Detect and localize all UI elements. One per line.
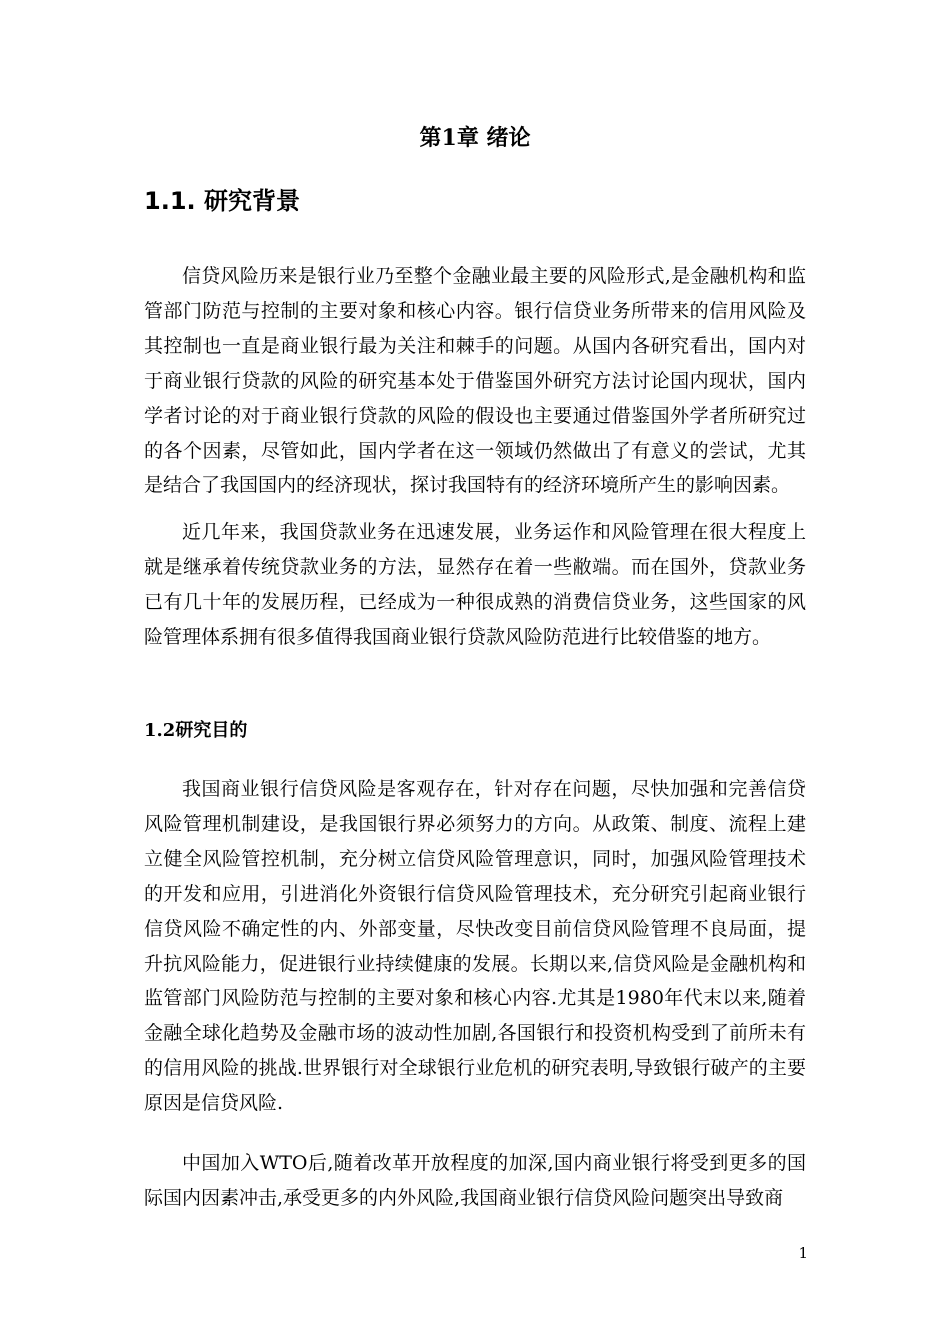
paragraph-purpose-2: 中国加入WTO后,随着改革开放程度的加深,国内商业银行将受到更多的国际国内因素冲击,承受更多的内外风险,我国商业银行信贷风险问题突出导致商 [144,1152,806,1209]
section-heading-purpose: 1.2研究目的 [144,720,248,741]
page-number: 1 [798,1244,808,1262]
chapter-title: 第1章 绪论 [419,125,531,151]
paragraph-background-1: 信贷风险历来是银行业乃至整个金融业最主要的风险形式,是金融机构和监管部门防范与控制的主要对象和核心内容。银行信贷业务所带来的信用风险及其控制也一直是商业银行最为关注和棘手的问题。从国内各研究看出，国内对于商业银行贷款的风险的研究基本处于借鉴国外研究方法讨论国内现状，国内学者讨论的对于商业银行贷款的风险的假设也主要通过借鉴国外学者所研究过的各个因素，尽管如此，国内学者在这一领域仍然做出了有意义的尝试，尤其是结合了我国国内的经济现状，探讨我国特有的经济环境所产生的影响因素。 [144,265,806,497]
section-heading-background: 1.1. 研究背景 [144,187,300,215]
paragraph-purpose-1: 我国商业银行信贷风险是客观存在，针对存在问题，尽快加强和完善信贷风险管理机制建设，是我国银行界必须努力的方向。从政策、制度、流程上建立健全风险管控机制，充分树立信贷风险管理意识，同时，加强风险管理技术的开发和应用，引进消化外资银行信贷风险管理技术，充分研究引起商业银行信贷风险不确定性的内、外部变量，尽快改变目前信贷风险管理不良局面，提升抗风险能力，促进银行业持续健康的发展。长期以来,信贷风险是金融机构和监管部门风险防范与控制的主要对象和核心内容.尤其是1980年代末以来,随着金融全球化趋势及金融市场的波动性加剧,各国银行和投资机构受到了前所未有的信用风险的挑战.世界银行对全球银行业危机的研究表明,导致银行破产的主要原因是信贷风险. [144,778,806,1115]
paragraph-background-2: 近几年来，我国贷款业务在迅速发展，业务运作和风险管理在很大程度上就是继承着传统贷款业务的方法，显然存在着一些敝端。而在国外，贷款业务已有几十年的发展历程，已经成为一种很成熟的消费信贷业务，这些国家的风险管理体系拥有很多值得我国商业银行贷款风险防范进行比较借鉴的地方。 [144,521,806,648]
